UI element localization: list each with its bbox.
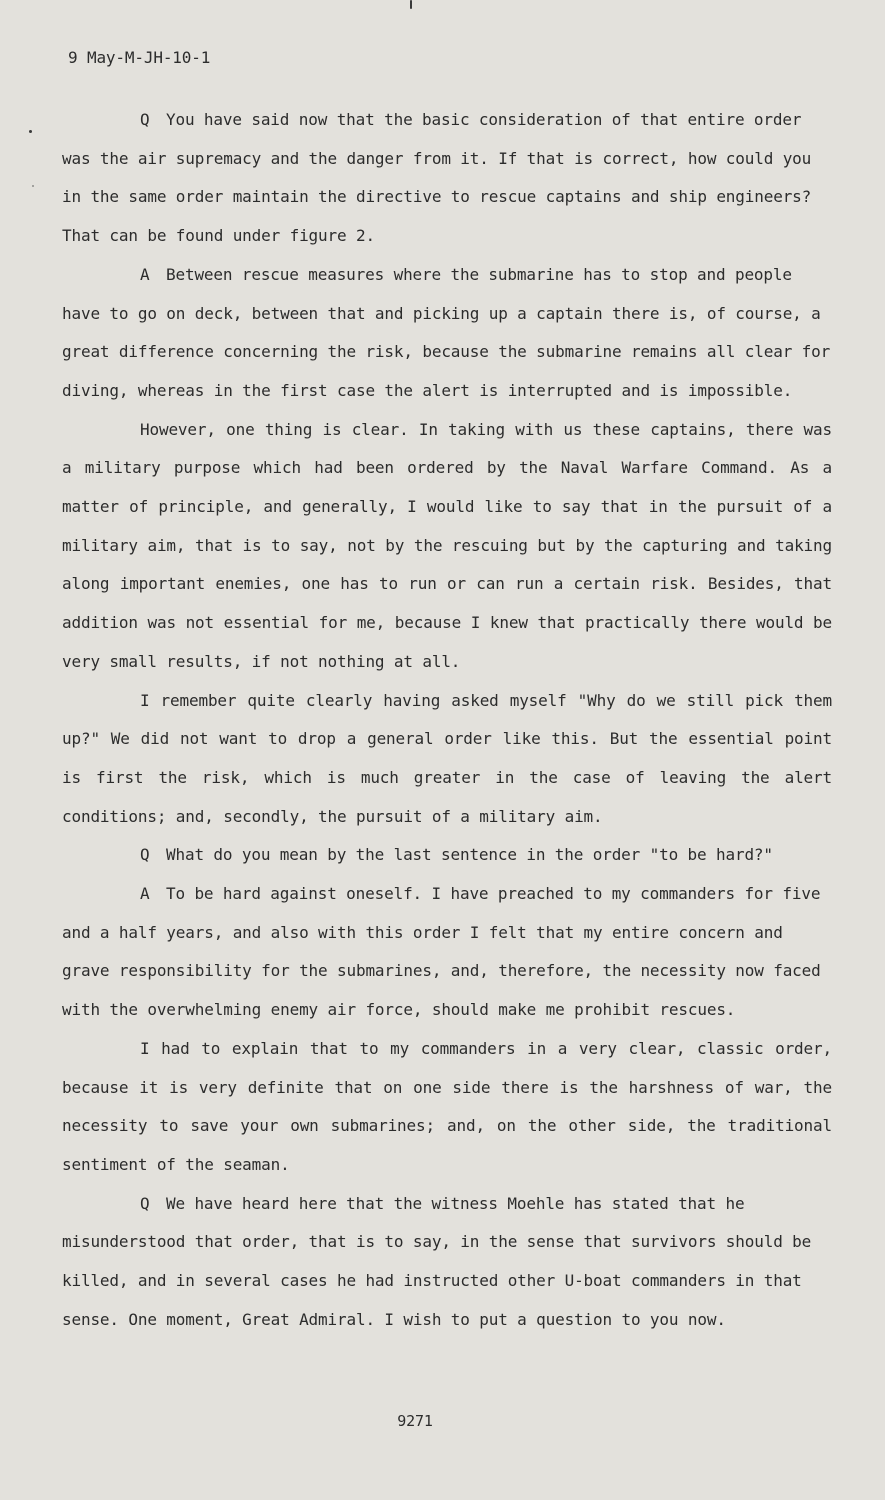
paragraph-text: We have heard here that the witness Moehle has stated that he misunderstood that order, that is to say, in the sense that survivors should be killed, and in several cases he had instructed other U-boat commanders in that sense. One moment, Great Admiral. I wish to put a question to you now. bbox=[62, 1193, 812, 1329]
question-paragraph bbox=[62, 1185, 832, 1340]
question-paragraph bbox=[62, 101, 832, 256]
answer-paragraph bbox=[62, 875, 832, 1030]
paragraph-text: You have said now that the basic consideration of that entire order was the air supremacy and the danger from it. If that is correct, how could you in the same order maintain the directive to rescue captains and ship engineers? That can be found under figure 2. bbox=[62, 110, 812, 246]
speaker-marker: Q bbox=[140, 110, 150, 129]
page-number: 9271 bbox=[397, 1412, 433, 1430]
speaker-marker: Q bbox=[140, 1193, 150, 1213]
answer-paragraph bbox=[62, 256, 832, 411]
paper-speck bbox=[29, 130, 32, 133]
paragraph-text: However, one thing is clear. In taking with us these captains, there was a military purpose which had been ordered by the Naval Warfare Command. As a matter of principle, and generally, I would like to say that in the pursuit of a military aim, that is to say, not by the rescuing but by the capturing and taking along important enemies, one has to run or can run a certain risk. Besides, that addition was not essential for me, because I knew that practically there would be very small results, if not nothing at all. bbox=[62, 419, 832, 671]
speaker-marker: A bbox=[140, 264, 150, 284]
answer-continuation-paragraph bbox=[62, 1030, 832, 1185]
paragraph-text: To be hard against oneself. I have preached to my commanders for five and a half years, and also with this order I felt that my entire concern and grave responsibility for the submarines, and, therefore, the necessity now faced with the overwhelming enemy air force, should make me prohibit rescues. bbox=[62, 884, 821, 1020]
question-paragraph bbox=[62, 836, 832, 875]
paragraph-text: I remember quite clearly having asked myself "Why do we still pick them up?" We did not want to drop a general order like this. But the essential point is first the risk, which is much greater in the case of leaving the alert conditions; and, secondly, the pursuit of a military aim. bbox=[62, 690, 832, 826]
document-reference: 9 May-M-JH-10-1 bbox=[68, 48, 211, 67]
paragraph-text: What do you mean by the last sentence in the order "to be hard?" bbox=[166, 845, 773, 865]
answer-continuation-paragraph bbox=[62, 411, 832, 682]
paragraph-text: I had to explain that to my commanders in a very clear, classic order, because it is very definite that on one side there is the harshness of war, the necessity to save your own submarines; and, on the other side, the traditional sentiment of the seaman. bbox=[62, 1038, 832, 1174]
speaker-marker: Q bbox=[140, 845, 150, 865]
paper-speck bbox=[410, 0, 412, 9]
transcript-body bbox=[62, 101, 832, 1340]
answer-continuation-paragraph bbox=[62, 682, 832, 837]
paper-speck bbox=[32, 185, 34, 187]
speaker-marker: A bbox=[140, 884, 150, 904]
paragraph-text: Between rescue measures where the submarine has to stop and people have to go on deck, between that and picking up a captain there is, of course, a great difference concerning the risk, because the submarine remains all clear for diving, whereas in the first case the alert is interrupted and is impossible. bbox=[62, 264, 831, 400]
